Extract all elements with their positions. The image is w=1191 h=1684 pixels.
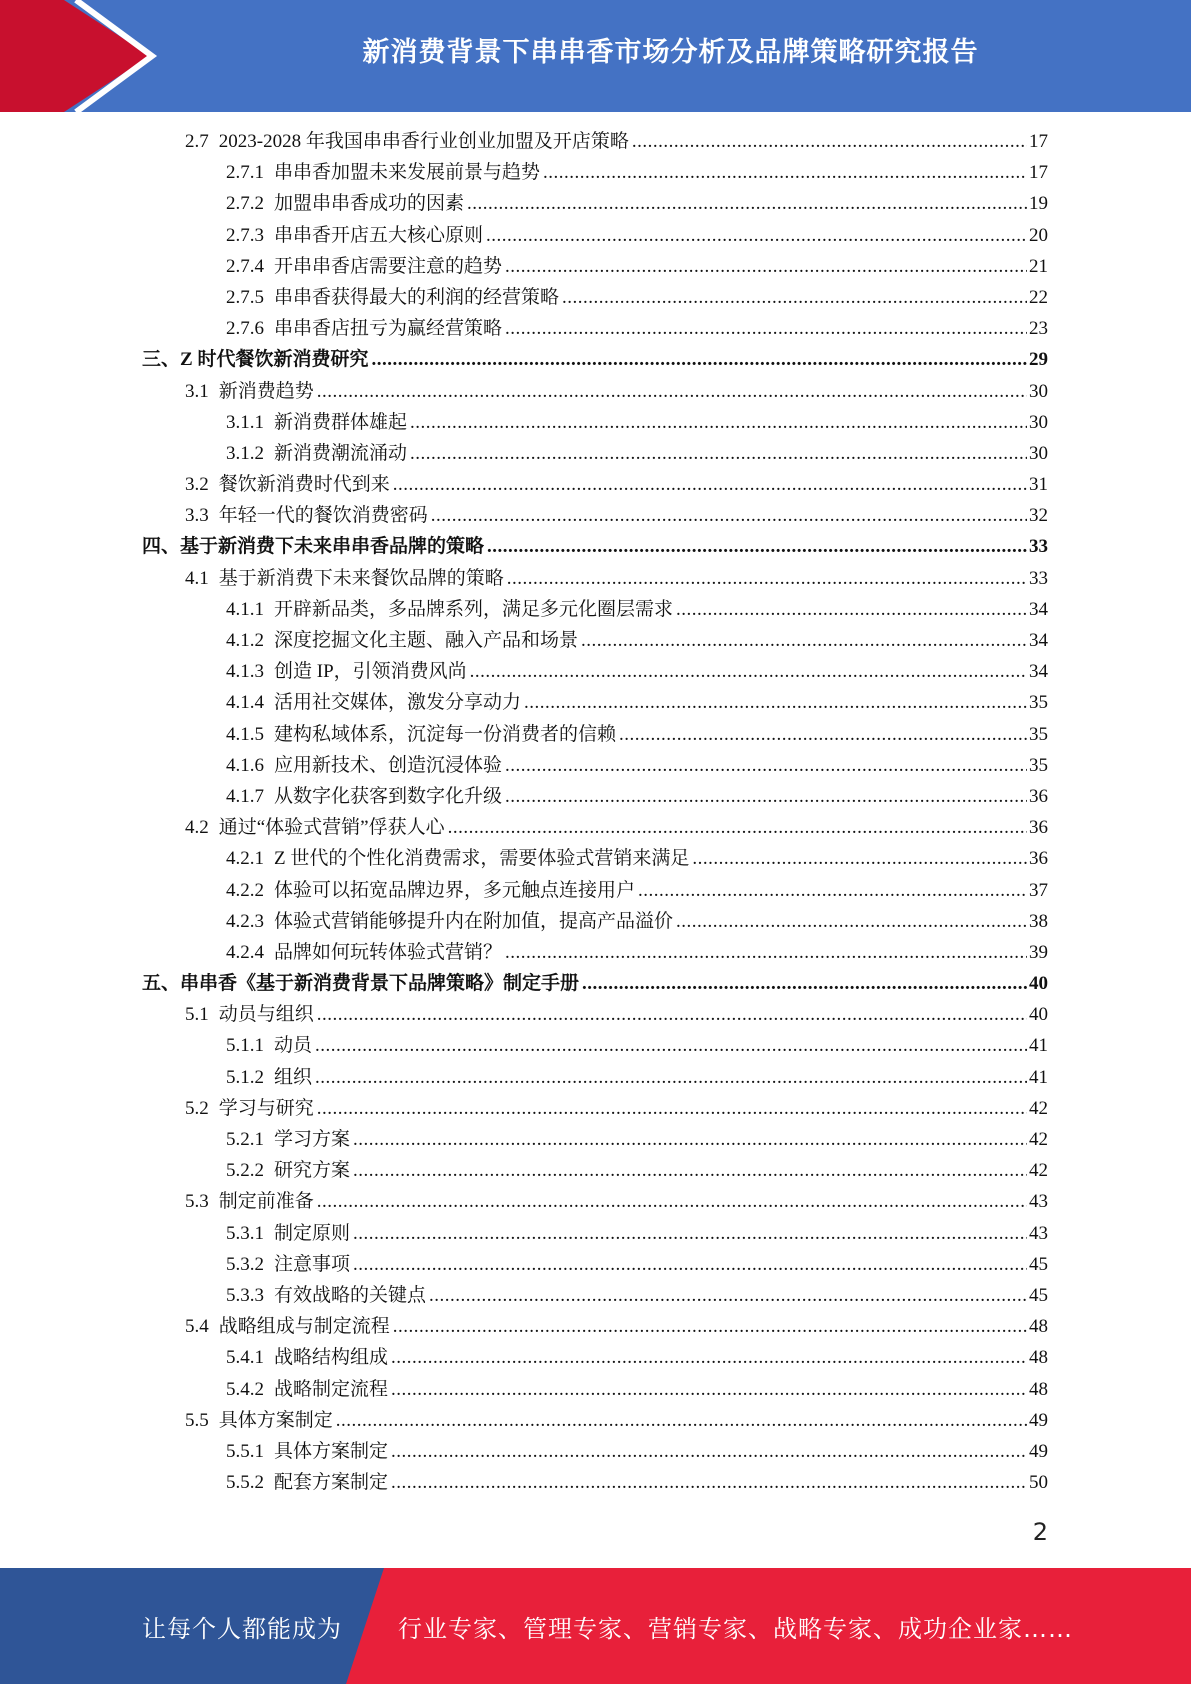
toc-dot-leader [505, 251, 1027, 282]
toc-entry-number: 5.2.2 [226, 1160, 264, 1182]
toc-entry[interactable] [0, 656, 1191, 687]
toc-entry[interactable] [0, 563, 1191, 594]
toc-entry-label [226, 282, 559, 313]
toc-entry-title: 餐饮新消费时代到来 [218, 474, 390, 496]
toc-entry-label [226, 843, 689, 874]
toc-entry[interactable] [0, 1030, 1191, 1061]
toc-entry-page: 29 [1029, 349, 1048, 371]
toc-entry-title: 品牌如何玩转体验式营销？ [274, 941, 503, 963]
toc-entry-label [226, 188, 464, 219]
toc-entry-page: 42 [1029, 1129, 1048, 1150]
toc-entry[interactable] [0, 781, 1191, 812]
toc-dot-leader [638, 875, 1027, 906]
toc-entry-title: 开辟新品类，多品牌系列，满足多元化圈层需求 [274, 598, 674, 620]
toc-entry-page: 41 [1029, 1035, 1048, 1057]
toc-entry[interactable] [0, 282, 1191, 313]
toc-entry-number: 5.2.1 [226, 1129, 264, 1150]
toc-entry[interactable] [0, 1280, 1191, 1311]
toc-entry-number: 5.1 [185, 1004, 209, 1026]
toc-entry-page: 36 [1029, 817, 1048, 839]
toc-entry[interactable] [0, 999, 1191, 1030]
toc-entry-label [226, 1342, 388, 1373]
toc-entry-number: 2.7.6 [226, 318, 264, 340]
toc-entry-label [185, 1093, 314, 1124]
toc-entry-page: 22 [1029, 286, 1048, 308]
toc-dot-leader [429, 1280, 1027, 1311]
toc-dot-leader [393, 1311, 1027, 1342]
toc-entry-page: 45 [1029, 1284, 1048, 1306]
footer-slogan-right: 行业专家、管理专家、营销专家、战略专家、成功企业家…… [398, 1614, 1073, 1643]
toc-entry-page: 33 [1029, 536, 1048, 558]
toc-entry-number: 5.4 [185, 1316, 209, 1338]
toc-entry-page: 37 [1029, 879, 1048, 901]
toc-entry-label [142, 344, 368, 375]
toc-dot-leader [393, 469, 1027, 500]
toc-entry-page: 17 [1029, 131, 1048, 152]
toc-entry-page: 42 [1029, 1097, 1048, 1119]
toc-entry-page: 23 [1029, 318, 1048, 340]
footer-slogan-left: 让每个人都能成为 [142, 1614, 342, 1643]
toc-entry-label [226, 687, 521, 718]
toc-entry-page: 49 [1029, 1440, 1048, 1462]
toc-entry-number: 5.4.1 [226, 1347, 264, 1369]
toc-entry-number: 5.3.1 [226, 1222, 264, 1244]
toc-dot-leader [391, 1467, 1027, 1498]
toc-entry[interactable] [0, 188, 1191, 219]
toc-entry-title: 注意事项 [274, 1253, 351, 1275]
toc-entry[interactable] [0, 937, 1191, 968]
toc-entry-title: 通过“体验式营销”俘获人心 [218, 817, 445, 839]
toc-entry-label [226, 1218, 350, 1249]
toc-entry-label [226, 1280, 426, 1311]
toc-dot-leader [315, 1062, 1027, 1093]
toc-entry-number: 3.1 [185, 380, 209, 402]
toc-entry-title: 串串香开店五大核心原则 [274, 224, 484, 246]
toc-entry-label [142, 531, 484, 562]
toc-entry-title: 学习与研究 [218, 1097, 314, 1119]
toc-entry-label [226, 1467, 388, 1498]
toc-entry-number: 2.7.4 [226, 255, 264, 277]
toc-entry-title: 动员 [274, 1035, 313, 1057]
toc-entry-number: 5.3 [185, 1191, 209, 1213]
toc-entry-label [226, 407, 407, 438]
toc-entry-title: Z 世代的个性化消费需求，需要体验式营销来满足 [274, 848, 690, 870]
toc-entry-number: 3.3 [185, 505, 209, 527]
toc-entry[interactable] [0, 500, 1191, 531]
toc-entry[interactable] [0, 875, 1191, 906]
toc-entry-page: 34 [1029, 630, 1048, 651]
toc-entry[interactable] [0, 251, 1191, 282]
toc-entry-number: 5.1.1 [226, 1035, 264, 1057]
toc-entry-title: 串串香店扭亏为赢经营策略 [274, 318, 503, 340]
toc-dot-leader [676, 594, 1027, 625]
toc-dot-leader [410, 407, 1027, 438]
toc-dot-leader [505, 750, 1027, 781]
toc-entry[interactable] [0, 1218, 1191, 1249]
toc-entry[interactable] [0, 376, 1191, 407]
page-header [0, 0, 1191, 112]
toc-dot-leader [315, 1030, 1027, 1061]
toc-entry-label [226, 906, 673, 937]
page-footer [0, 1568, 1191, 1684]
toc-entry-title: 串串香加盟未来发展前景与趋势 [274, 162, 541, 184]
report-title: 新消费背景下串串香市场分析及品牌策略研究报告 [362, 36, 979, 68]
toc-dot-leader [391, 1436, 1027, 1467]
toc-entry[interactable] [0, 469, 1191, 500]
toc-entry-label [185, 469, 390, 500]
toc-entry[interactable] [0, 1467, 1191, 1498]
toc-entry-title: 创造 IP，引领消费风尚 [274, 661, 467, 683]
toc-entry-title: 制定前准备 [218, 1191, 314, 1213]
toc-entry-page: 30 [1029, 380, 1048, 402]
toc-entry-title: 建构私域体系，沉淀每一份消费者的信赖 [274, 723, 617, 745]
toc-entry[interactable] [0, 812, 1191, 843]
toc-entry-title: 加盟串串香成功的因素 [274, 193, 465, 215]
toc-entry-number: 5.2 [185, 1097, 209, 1119]
toc-dot-leader [582, 968, 1027, 999]
toc-entry-label [226, 937, 502, 968]
toc-entry-page: 48 [1029, 1378, 1048, 1400]
toc-entry-title: 基于新消费下未来餐饮品牌的策略 [218, 567, 504, 589]
toc-dot-leader [692, 843, 1027, 874]
toc-entry-label [226, 719, 616, 750]
toc-entry-number: 五、 [142, 973, 181, 995]
toc-dot-leader [317, 1186, 1027, 1217]
toc-entry-label [185, 1405, 333, 1436]
toc-entry-label [226, 656, 467, 687]
toc-entry-number: 2.7.3 [226, 224, 264, 246]
toc-entry-page: 45 [1029, 1253, 1048, 1275]
toc-entry-title: 战略制定流程 [274, 1378, 389, 1400]
toc-entry[interactable] [0, 344, 1191, 375]
toc-entry-page: 42 [1029, 1160, 1048, 1182]
toc-entry[interactable] [0, 594, 1191, 625]
toc-dot-leader [562, 282, 1027, 313]
toc-entry-title: 深度挖掘文化主题、融入产品和场景 [274, 630, 579, 651]
toc-dot-leader [543, 157, 1027, 188]
toc-dot-leader [391, 1342, 1027, 1373]
toc-entry-page: 30 [1029, 411, 1048, 433]
page-number: 2 [1032, 1518, 1048, 1546]
toc-entry-title: 研究方案 [274, 1160, 351, 1182]
toc-entry[interactable] [0, 438, 1191, 469]
toc-entry-number: 5.5.1 [226, 1440, 264, 1462]
toc-entry-title: 应用新技术、创造沉浸体验 [274, 754, 503, 776]
toc-entry-label [185, 1186, 314, 1217]
toc-entry-page: 34 [1029, 661, 1048, 683]
toc-entry-label [185, 999, 314, 1030]
toc-entry-label [226, 251, 502, 282]
toc-dot-leader [505, 937, 1027, 968]
toc-dot-leader [317, 999, 1027, 1030]
toc-entry-title: Z 时代餐饮新消费研究 [180, 349, 369, 371]
toc-entry[interactable] [0, 1342, 1191, 1373]
toc-entry-number: 4.1.4 [226, 692, 264, 714]
toc-entry-number: 2.7.5 [226, 286, 264, 308]
toc-dot-leader [632, 126, 1027, 157]
toc-entry[interactable] [0, 625, 1191, 656]
toc-entry-label [226, 1249, 350, 1280]
toc-entry[interactable] [0, 1249, 1191, 1280]
toc-dot-leader [507, 563, 1027, 594]
toc-entry-label [226, 1155, 350, 1186]
toc-dot-leader [317, 376, 1027, 407]
toc-entry-title: 串串香获得最大的利润的经营策略 [274, 286, 560, 308]
toc-entry[interactable] [0, 313, 1191, 344]
toc-dot-leader [524, 687, 1027, 718]
toc-entry-title: 从数字化获客到数字化升级 [274, 785, 503, 807]
toc-entry-title: 组织 [274, 1066, 313, 1088]
toc-entry-page: 40 [1029, 973, 1048, 995]
toc-entry-number: 2.7.1 [226, 162, 264, 184]
toc-entry-title: 体验式营销能够提升内在附加值，提高产品溢价 [274, 910, 674, 932]
toc-dot-leader [581, 625, 1027, 656]
toc-dot-leader [371, 344, 1027, 375]
toc-entry-number: 4.1.7 [226, 785, 264, 807]
toc-entry-number: 4.2.3 [226, 910, 264, 932]
toc-entry-page: 35 [1029, 723, 1048, 745]
toc-entry-page: 33 [1029, 567, 1048, 589]
toc-entry-page: 49 [1029, 1409, 1048, 1431]
toc-dot-leader [353, 1124, 1027, 1155]
toc-entry-number: 5.5.2 [226, 1472, 264, 1494]
toc-entry-number: 4.1 [185, 567, 209, 589]
toc-entry-page: 38 [1029, 910, 1048, 932]
toc-entry-number: 三、 [142, 349, 181, 371]
toc-entry-page: 48 [1029, 1316, 1048, 1338]
toc-entry[interactable] [0, 531, 1191, 562]
toc-entry-label [185, 126, 629, 157]
toc-entry-number: 4.2.4 [226, 941, 264, 963]
toc-entry-page: 19 [1029, 193, 1048, 215]
toc-entry[interactable] [0, 1405, 1191, 1436]
toc-entry-title: 学习方案 [274, 1129, 351, 1150]
toc-entry[interactable] [0, 687, 1191, 718]
toc-entry[interactable] [0, 220, 1191, 251]
toc-entry-title: 战略结构组成 [274, 1347, 389, 1369]
toc-entry-label [185, 500, 428, 531]
toc-entry[interactable] [0, 906, 1191, 937]
toc-entry-title: 体验可以拓宽品牌边界，多元触点连接用户 [274, 879, 636, 901]
toc-entry-title: 新消费趋势 [218, 380, 314, 402]
toc-entry[interactable] [0, 1155, 1191, 1186]
toc-entry-label [185, 563, 504, 594]
toc-entry-title: 制定原则 [274, 1222, 351, 1244]
toc-entry-title: 新消费潮流涌动 [274, 442, 408, 464]
toc-entry[interactable] [0, 1124, 1191, 1155]
toc-entry-page: 40 [1029, 1004, 1048, 1026]
toc-entry[interactable] [0, 1186, 1191, 1217]
toc-dot-leader [336, 1405, 1027, 1436]
toc-entry-page: 39 [1029, 941, 1048, 963]
toc-dot-leader [676, 906, 1027, 937]
toc-entry[interactable] [0, 968, 1191, 999]
toc-entry-label [226, 220, 483, 251]
toc-entry-label [226, 1030, 312, 1061]
toc-dot-leader [353, 1218, 1027, 1249]
toc-entry[interactable] [0, 1436, 1191, 1467]
toc-entry-title: 2023-2028 年我国串串香行业创业加盟及开店策略 [218, 131, 629, 152]
toc-entry-title: 串串香《基于新消费背景下品牌策略》制定手册 [180, 973, 580, 995]
toc-entry-page: 36 [1029, 848, 1048, 870]
toc-entry-number: 4.1.3 [226, 661, 264, 683]
toc-dot-leader [619, 719, 1027, 750]
toc-entry-page: 17 [1029, 162, 1048, 184]
toc-entry-page: 50 [1029, 1472, 1048, 1494]
toc-entry-title: 配套方案制定 [274, 1472, 389, 1494]
toc-dot-leader [353, 1155, 1027, 1186]
toc-dot-leader [470, 656, 1027, 687]
toc-entry-number: 5.3.2 [226, 1253, 264, 1275]
toc-entry-page: 36 [1029, 785, 1048, 807]
toc-entry-label [226, 875, 635, 906]
toc-dot-leader [410, 438, 1027, 469]
toc-entry-number: 4.1.1 [226, 598, 264, 620]
toc-entry-page: 34 [1029, 598, 1048, 620]
toc-entry-title: 基于新消费下未来串串香品牌的策略 [180, 536, 485, 558]
toc-entry-title: 新消费群体雄起 [274, 411, 408, 433]
toc-entry-label [226, 750, 502, 781]
toc-entry-number: 4.2 [185, 817, 209, 839]
toc-entry-label [226, 1062, 312, 1093]
toc-entry-page: 43 [1029, 1222, 1048, 1244]
toc-entry-label [226, 1436, 388, 1467]
toc-entry[interactable] [0, 1374, 1191, 1405]
toc-entry-page: 32 [1029, 505, 1048, 527]
toc-dot-leader [487, 531, 1027, 562]
toc-entry-label [185, 376, 314, 407]
toc-entry-number: 4.1.6 [226, 754, 264, 776]
toc-entry-page: 21 [1029, 255, 1048, 277]
toc-entry-title: 活用社交媒体，激发分享动力 [274, 692, 522, 714]
toc-dot-leader [467, 188, 1027, 219]
toc-dot-leader [317, 1093, 1027, 1124]
toc-entry-page: 43 [1029, 1191, 1048, 1213]
toc-entry-number: 2.7 [185, 131, 209, 152]
toc-dot-leader [505, 781, 1027, 812]
toc-entry-number: 4.2.1 [226, 848, 264, 870]
toc-dot-leader [486, 220, 1027, 251]
toc-entry-number: 3.1.2 [226, 442, 264, 464]
toc-entry[interactable] [0, 719, 1191, 750]
toc-entry[interactable] [0, 843, 1191, 874]
toc-entry-title: 具体方案制定 [274, 1440, 389, 1462]
toc-entry-number: 4.1.2 [226, 630, 264, 651]
toc-entry-number: 2.7.2 [226, 193, 264, 215]
toc-entry[interactable] [0, 1062, 1191, 1093]
toc-entry-title: 战略组成与制定流程 [218, 1316, 390, 1338]
toc-entry-label [142, 968, 579, 999]
toc-entry-page: 35 [1029, 692, 1048, 714]
toc-entry-number: 5.5 [185, 1409, 209, 1431]
toc-entry-title: 年轻一代的餐饮消费密码 [218, 505, 428, 527]
toc-entry-label [226, 1124, 350, 1155]
toc-entry-label [226, 313, 502, 344]
toc-entry-label [185, 1311, 390, 1342]
toc-entry-page: 48 [1029, 1347, 1048, 1369]
toc-entry-number: 3.2 [185, 474, 209, 496]
toc-entry-label [226, 594, 673, 625]
table-of-contents [0, 126, 1191, 1498]
toc-entry-label [226, 438, 407, 469]
toc-dot-leader [431, 500, 1027, 531]
toc-dot-leader [505, 313, 1027, 344]
toc-entry-title: 有效战略的关键点 [274, 1284, 427, 1306]
toc-entry[interactable] [0, 1093, 1191, 1124]
toc-entry-page: 20 [1029, 224, 1048, 246]
toc-entry[interactable] [0, 157, 1191, 188]
toc-dot-leader [353, 1249, 1027, 1280]
toc-entry-number: 5.3.3 [226, 1284, 264, 1306]
toc-entry-label [226, 157, 540, 188]
toc-entry-number: 4.2.2 [226, 879, 264, 901]
toc-dot-leader [391, 1374, 1027, 1405]
toc-entry[interactable] [0, 1311, 1191, 1342]
toc-entry-label [185, 812, 445, 843]
toc-entry-page: 35 [1029, 754, 1048, 776]
toc-entry-number: 5.4.2 [226, 1378, 264, 1400]
toc-entry[interactable] [0, 126, 1191, 157]
toc-entry-label [226, 625, 578, 656]
toc-entry[interactable] [0, 407, 1191, 438]
toc-entry-page: 31 [1029, 474, 1048, 496]
toc-entry-number: 四、 [142, 536, 181, 558]
toc-dot-leader [448, 812, 1027, 843]
toc-entry-page: 30 [1029, 442, 1048, 464]
toc-entry-page: 41 [1029, 1066, 1048, 1088]
toc-entry-title: 动员与组织 [218, 1004, 314, 1026]
toc-entry-label [226, 1374, 388, 1405]
toc-entry-number: 4.1.5 [226, 723, 264, 745]
toc-entry-number: 5.1.2 [226, 1066, 264, 1088]
toc-entry[interactable] [0, 750, 1191, 781]
toc-entry-title: 具体方案制定 [218, 1409, 333, 1431]
toc-entry-title: 开串串香店需要注意的趋势 [274, 255, 503, 277]
toc-entry-number: 3.1.1 [226, 411, 264, 433]
toc-entry-label [226, 781, 502, 812]
